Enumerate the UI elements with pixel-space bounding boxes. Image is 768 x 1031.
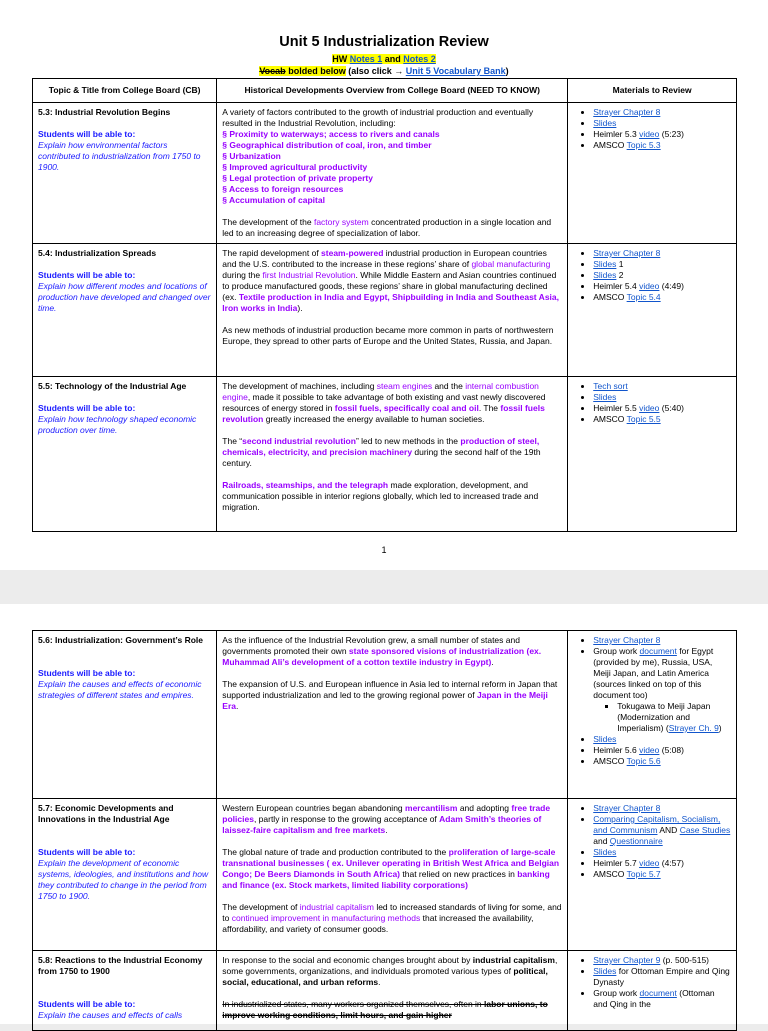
developments-cell: The rapid development of steam-powered industrial production in European countries and the U.S. contributed to the increase in these regions’ share of global manufacturing during the first Industrial Revolution. While Middle Eastern and Asian countries continued to produce manufactured goods, these regions’ share in global manufacturing declined (ex. Textile production in India and Egypt, Shipbuilding in India and Southeast Asia, Iron works in India). As new methods of industrial production became more common in parts of northwestern Europe, they spread to other parts of Europe and the United States, Russia, and Japan. — [217, 244, 568, 377]
review-table-1 — [32, 78, 737, 532]
students-label: Students will be able to: — [38, 999, 136, 1009]
students-label: Students will be able to: — [38, 129, 136, 139]
materials-list: • Strayer Chapter 8 • Slides 1 • Slides 2 • Heimler 5.4 video (4:49) • AMSCO Topic 5.4 — [573, 248, 731, 303]
factor-item: § Accumulation of capital — [222, 195, 325, 205]
strayer-link[interactable]: Strayer Chapter 8 — [593, 107, 661, 117]
materials-list: • Strayer Chapter 8 • Comparing Capitalism, Socialism, and Communism AND Case Studies and Questionnaire • Slides • Heimler 5.7 video (4:57) • AMSCO Topic 5.7 — [573, 803, 731, 880]
materials-cell — [568, 377, 737, 532]
vocab-word: Vocab — [259, 66, 286, 76]
students-label: Students will be able to: — [38, 668, 136, 678]
learning-objective: Explain the causes and effects of economic strategies of different states and empires. — [38, 679, 202, 700]
vocab-bank-link[interactable]: Unit 5 Vocabulary Bank — [405, 66, 506, 76]
developments-cell: As the influence of the Industrial Revolution grew, a small number of states and governments promoted their own state sponsored visions of industrialization (ex. Muhammad Ali’s development of a cotton textile industry in Egypt). The expansion of U.S. and European influence in Asia led to internal reform in Japan that supported industrialization and led to the growing regional power of Japan in the Meiji Era. — [217, 631, 568, 799]
amsco-link[interactable]: Topic 5.4 — [626, 292, 661, 302]
strayer-link[interactable]: Strayer Chapter 8 — [593, 803, 661, 813]
amsco-link[interactable]: Topic 5.7 — [626, 869, 661, 879]
review-table-2 — [32, 630, 737, 1031]
video-link[interactable]: video — [639, 403, 660, 413]
topic-title: 5.3: Industrial Revolution Begins — [38, 107, 171, 117]
topic-title: 5.8: Reactions to the Industrial Economy from 1750 to 1900 — [38, 955, 203, 976]
column-header-materials: Materials to Review — [568, 79, 737, 103]
vocab-line: Vocab bolded below (also click → Unit 5 Vocabulary Bank) — [259, 66, 509, 76]
column-header-topic: Topic & Title from College Board (CB) — [33, 79, 217, 103]
materials-cell — [568, 103, 737, 244]
table-row — [33, 951, 737, 1031]
developments-cell: In response to the social and economic changes brought about by industrial capitalism, some governments, organizations, and individuals promoted various types of political, social, educational, and urban reforms. In industrialized states, many workers organized themselves, often in labor unions, to improve working conditions, limit hours, and gain higher — [217, 951, 568, 1031]
video-link[interactable]: video — [639, 281, 660, 291]
hw-notes-line — [0, 54, 768, 64]
notes-2-link[interactable]: Notes 2 — [403, 54, 436, 64]
developments-cell: Western European countries began abandoning mercantilism and adopting free trade policies, partly in response to the growing acceptance of Adam Smith’s theories of laissez-faire capitalism and free markets. The global nature of trade and production contributed to the proliferation of large-scale transnational businesses ( ex. Unilever operating in British West Africa and Belgian Congo; De Beers Diamonds in South Africa) that relied on new practices in banking and finance (ex. Stock markets, limited liability corporations) The development of industrial capitalism led to increased standards of living for some, and to continued improvement in manufacturing methods that increased the availability, affordability, and variety of consumer goods. — [217, 799, 568, 951]
topic-cell — [33, 631, 217, 799]
slides-link[interactable]: Slides — [593, 966, 617, 976]
column-header-developments: Historical Developments Overview from College Board (NEED TO KNOW) — [217, 79, 568, 103]
table-row — [33, 244, 737, 377]
learning-objective: Explain how technology shaped economic production over time. — [38, 414, 197, 435]
slides-link[interactable]: Slides — [593, 734, 617, 744]
topic-cell — [33, 377, 217, 532]
factor-item: § Legal protection of private property — [222, 173, 373, 183]
and-text: and — [384, 54, 401, 64]
topic-cell — [33, 103, 217, 244]
document-link[interactable]: document — [639, 988, 677, 998]
factor-item: § Improved agricultural productivity — [222, 162, 368, 172]
students-label: Students will be able to: — [38, 847, 136, 857]
video-link[interactable]: video — [639, 745, 660, 755]
vocab-rest: bolded below — [288, 66, 346, 76]
strayer-ch9-link[interactable]: Strayer Ch. 9 — [668, 723, 719, 733]
learning-objective: Explain how different modes and locations of production have developed and changed over time. — [38, 281, 211, 313]
slides-link[interactable]: Slides — [593, 270, 617, 280]
materials-cell — [568, 244, 737, 377]
case-studies-link[interactable]: Case Studies — [679, 825, 731, 835]
topic-title: 5.4: Industrialization Spreads — [38, 248, 157, 258]
factor-item: § Urbanization — [222, 151, 281, 161]
notes-1-link[interactable]: Notes 1 — [349, 54, 383, 64]
questionnaire-link[interactable]: Questionnaire — [609, 836, 663, 846]
page-title: Unit 5 Industrialization Review — [279, 34, 489, 50]
strayer-link[interactable]: Strayer Chapter 9 — [593, 955, 661, 965]
topic-title: 5.5: Technology of the Industrial Age — [38, 381, 187, 391]
materials-list: • Strayer Chapter 9 (p. 500-515) • Slides for Ottoman Empire and Qing Dynasty • Group work document (Ottoman and Qing in the — [573, 955, 731, 1010]
slides-link[interactable]: Slides — [593, 118, 617, 128]
hw-label: HW — [332, 54, 348, 64]
materials-list: • Strayer Chapter 8 • Group work document for Egypt (provided by me), Russia, USA, Meiji Japan, and Latin America (sources linked on top of this document too) ▪ Tokugawa to Meiji Japan (Modernization and Imperialism) (Strayer Ch. 9) • Slides • Heimler 5.6 video (5:08) • AMSCO Topic 5.6 — [573, 635, 731, 767]
topic-cell — [33, 244, 217, 377]
topic-cell — [33, 951, 217, 1031]
table-row — [33, 631, 737, 799]
topic-title: 5.6: Industrialization: Government’s Role — [38, 635, 203, 645]
table-row — [33, 799, 737, 951]
factor-item: § Access to foreign resources — [222, 184, 344, 194]
strayer-link[interactable]: Strayer Chapter 8 — [593, 635, 661, 645]
table-row — [33, 377, 737, 532]
materials-cell — [568, 631, 737, 799]
document-link[interactable]: document — [639, 646, 677, 656]
video-link[interactable]: video — [639, 858, 660, 868]
learning-objective: Explain how environmental factors contributed to industrialization from 1750 to 1900. — [38, 140, 201, 172]
amsco-link[interactable]: Topic 5.6 — [626, 756, 661, 766]
slides-link[interactable]: Slides — [593, 847, 617, 857]
video-link[interactable]: video — [639, 129, 660, 139]
students-label: Students will be able to: — [38, 270, 136, 280]
also-click-text: (also click → — [348, 66, 404, 76]
amsco-link[interactable]: Topic 5.5 — [626, 414, 661, 424]
students-label: Students will be able to: — [38, 403, 136, 413]
table-row — [33, 103, 737, 244]
materials-cell — [568, 799, 737, 951]
page-2 — [0, 604, 768, 1024]
tech-sort-link[interactable]: Tech sort — [593, 381, 628, 391]
slides-link[interactable]: Slides — [593, 392, 617, 402]
materials-list: • Tech sort • Slides • Heimler 5.5 video (5:40) • AMSCO Topic 5.5 — [573, 381, 731, 425]
strayer-link[interactable]: Strayer Chapter 8 — [593, 248, 661, 258]
materials-cell — [568, 951, 737, 1031]
page-number: 1 — [381, 545, 387, 555]
comparing-systems-link[interactable]: Comparing Capitalism, Socialism, and Communism — [593, 814, 721, 835]
table-header-row — [33, 79, 737, 103]
developments-cell: A variety of factors contributed to the growth of industrial production and eventually resulted in the Industrial Revolution, including: § Proximity to waterways; access to rivers and canals § Geographical distribution of coal, iron, and timber § Urbanization § Improved agricultural productivity § Legal protection of private property § Access to foreign resources § Accumulation of capital The development of the factory system concentrated production in a single location and led to an increasing degree of specialization of labor. — [217, 103, 568, 244]
topic-cell — [33, 799, 217, 951]
factor-item: § Proximity to waterways; access to rivers and canals — [222, 129, 440, 139]
learning-objective: Explain the causes and effects of calls — [38, 1010, 183, 1020]
amsco-link[interactable]: Topic 5.3 — [626, 140, 661, 150]
factor-item: § Geographical distribution of coal, iron, and timber — [222, 140, 432, 150]
topic-title: 5.7: Economic Developments and Innovations in the Industrial Age — [38, 803, 174, 824]
materials-list: • Strayer Chapter 8 • Slides • Heimler 5.3 video (5:23) • AMSCO Topic 5.3 — [573, 107, 731, 151]
learning-objective: Explain the development of economic systems, ideologies, and institutions and how they contributed to change in the period from 1750 to 1900. — [38, 858, 209, 901]
slides-link[interactable]: Slides — [593, 259, 617, 269]
developments-cell: The development of machines, including steam engines and the internal combustion engine, made it possible to take advantage of both existing and vast newly discovered resources of energy stored in fossil fuels, specifically coal and oil. The fossil fuels revolution greatly increased the energy available to human societies. The “second industrial revolution” led to new methods in the production of steel, chemicals, electricity, and precision machinery during the second half of the 19th century. Railroads, steamships, and the telegraph made exploration, development, and communication possible in interior regions globally, which led to increased trade and migration. — [217, 377, 568, 532]
